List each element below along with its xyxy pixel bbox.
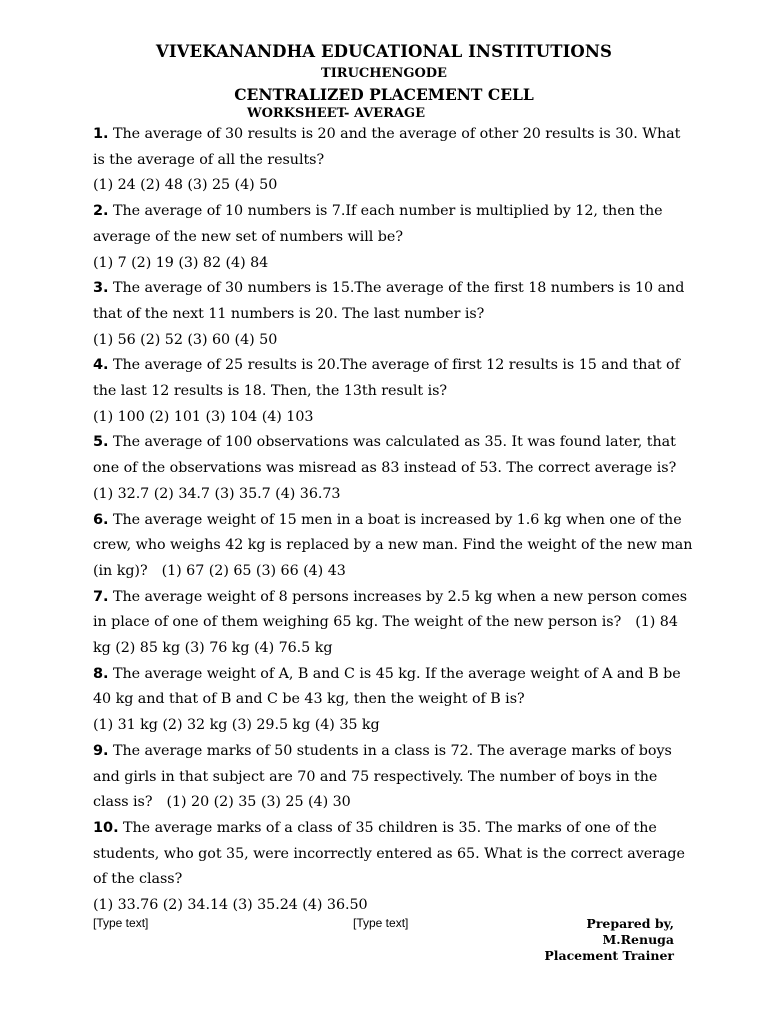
- credits-block: [544, 916, 674, 964]
- question-7-options: (1) 84 kg (2) 85 kg (3) 76 kg (4) 76.5 kg: [93, 614, 678, 657]
- question-text: The average weight of A, B and C is 45 kg. If the average weight of A and B be 40 kg and that of B and C be 43 kg, then the weight of B is?: [93, 665, 681, 708]
- question-1-options: (1) 24 (2) 48 (3) 25 (4) 50: [93, 177, 278, 194]
- question-9-options: (1) 20 (2) 35 (3) 25 (4) 30: [166, 794, 351, 811]
- question-text: The average of 10 numbers is 7.If each number is multiplied by 12, then the average of the new set of numbers will be?: [93, 203, 663, 245]
- cell-title: CENTRALIZED PLACEMENT CELL: [234, 85, 534, 104]
- question-number: 7.: [93, 588, 109, 605]
- question-text: The average of 25 results is 20.The average of first 12 results is 15 and that of the last 12 results is 18. Then, the 13th result is?: [93, 357, 680, 400]
- question-text: The average of 30 numbers is 15.The average of the first 18 numbers is 10 and that of the next 11 numbers is 20. The last number is?: [93, 280, 685, 322]
- question-text: The average weight of 8 persons increases by 2.5 kg when a new person comes in place of one of them weighing 65 kg. The weight of the new person is?: [93, 588, 688, 631]
- question-3-options: (1) 56 (2) 52 (3) 60 (4) 50: [93, 331, 278, 348]
- question-number: 6.: [93, 511, 109, 528]
- question-text: The average weight of 15 men in a boat is increased by 1.6 kg when one of the crew, who weighs 42 kg is replaced by a new man. Find the weight of the new man (in kg)?: [93, 511, 693, 579]
- question-9: [93, 739, 693, 816]
- question-5: [93, 430, 693, 507]
- question-7: [93, 585, 693, 662]
- question-text: The average marks of a class of 35 children is 35. The marks of one of the students, who got 35, were incorrectly entered as 65. What is the correct average of the class?: [93, 819, 685, 888]
- question-number: 10.: [93, 819, 119, 836]
- question-number: 4.: [93, 357, 109, 374]
- author-name: M.Renuga: [602, 932, 674, 947]
- question-number: 3.: [93, 280, 109, 297]
- question-10: [93, 816, 693, 893]
- question-number: 9.: [93, 742, 109, 759]
- question-8: [93, 662, 693, 713]
- footer-center-text: [Type text]: [353, 916, 409, 930]
- footer-left-text: [Type text]: [93, 916, 149, 930]
- question-2: [93, 199, 693, 250]
- question-4: [93, 353, 693, 404]
- question-6-options: (1) 67 (2) 65 (3) 66 (4) 43: [161, 562, 346, 579]
- prepared-by-label: Prepared by,: [586, 916, 674, 931]
- question-10-options: (1) 33.76 (2) 34.14 (3) 35.24 (4) 36.50: [93, 897, 368, 914]
- institution-title: VIVEKANANDHA EDUCATIONAL INSTITUTIONS: [155, 42, 613, 61]
- author-role: Placement Trainer: [544, 948, 674, 963]
- question-5-options: (1) 32.7 (2) 34.7 (3) 35.7 (4) 36.73: [93, 485, 341, 502]
- question-3: [93, 276, 693, 327]
- question-number: 5.: [93, 434, 109, 451]
- question-2-options: (1) 7 (2) 19 (3) 82 (4) 84: [93, 254, 269, 271]
- question-6: [93, 508, 693, 585]
- question-number: 1.: [93, 126, 109, 142]
- question-number: 2.: [93, 203, 109, 220]
- question-number: 8.: [93, 665, 109, 682]
- question-8-options: (1) 31 kg (2) 32 kg (3) 29.5 kg (4) 35 kg: [93, 717, 380, 734]
- location-subtitle: TIRUCHENGODE: [321, 66, 447, 81]
- question-text: The average marks of 50 students in a class is 72. The average marks of boys and girls in that subject are 70 and 75 respectively. The number of boys in the class is?: [93, 742, 672, 811]
- question-text: The average of 100 observations was calculated as 35. It was found later, that one of the observations was misread as 83 instead of 53. The correct average is?: [93, 434, 677, 477]
- question-list: [93, 122, 693, 919]
- worksheet-title: WORKSHEET- AVERAGE: [247, 106, 425, 121]
- question-text: The average of 30 results is 20 and the average of other 20 results is 30. What is the average of all the results?: [93, 126, 681, 168]
- question-4-options: (1) 100 (2) 101 (3) 104 (4) 103: [93, 408, 314, 425]
- question-1: [93, 122, 693, 173]
